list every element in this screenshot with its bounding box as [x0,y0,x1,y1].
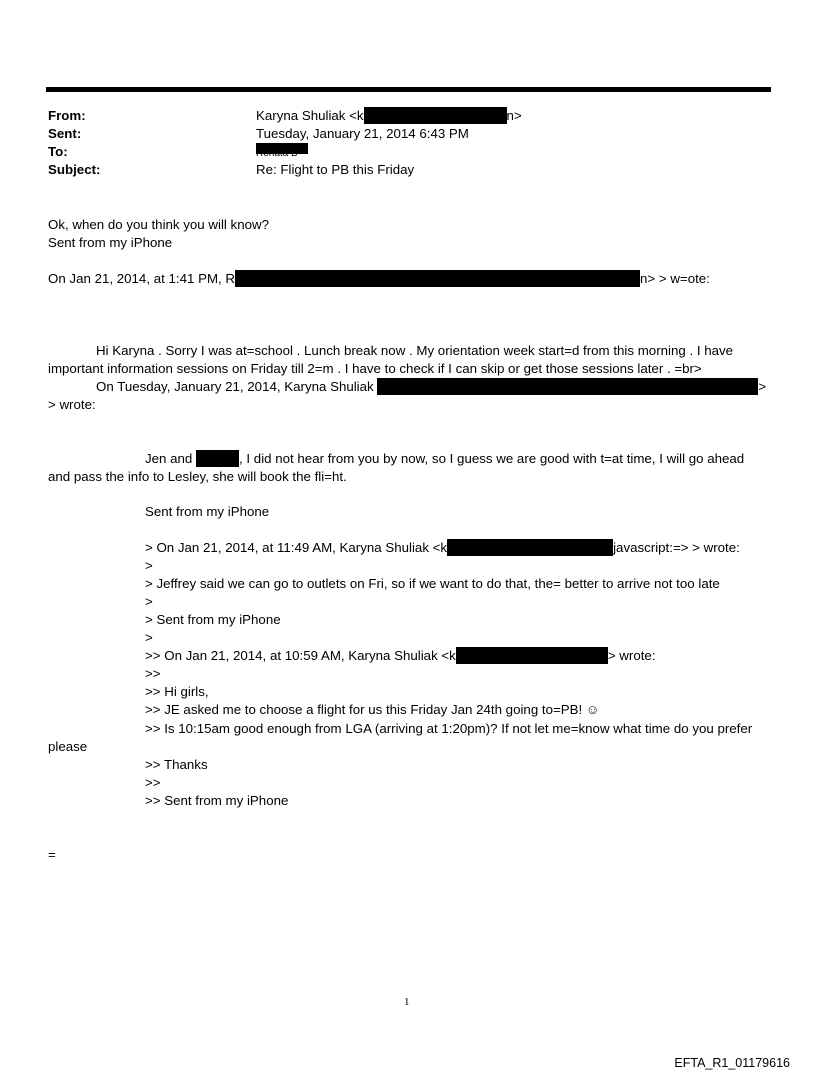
quote-line-14: >> Sent from my iPhone [145,793,289,808]
wrote-line: > wrote: [48,397,96,412]
redaction-block [456,647,608,664]
redaction-block [447,539,613,556]
on-prefix: On Jan 21, 2014, at 1:41 PM, R [48,271,236,286]
quote-line-9: >> Hi girls, [145,684,209,699]
jen-line-1 [145,450,744,468]
quote-line-2: > [145,558,153,573]
quote-line-1 [145,539,740,557]
document-id: EFTA_R1_01179616 [674,1056,790,1070]
subject-value: Re: Flight to PB this Friday [256,162,415,177]
subject-label: Subject: [48,162,101,177]
quote-1-suffix: javascript:=> > wrote: [613,540,740,555]
on-line [48,270,710,288]
quote-line-3: > Jeffrey said we can go to outlets on Fri, so if we want to do that, the= better to arrive not too late [145,576,720,591]
quote-line-7 [145,647,656,665]
quote-line-6: > [145,630,153,645]
sent-value: Tuesday, January 21, 2014 6:43 PM [256,126,469,141]
quote-line-13: >> [145,775,161,790]
tuesday-suffix: > [758,379,767,394]
sent-label: Sent: [48,126,82,141]
tuesday-line [96,378,766,396]
reply-line-2: important information sessions on Friday till 2=m . I have to check if I can skip or get those sessions later . =br> [48,361,702,376]
quote-1-prefix: > On Jan 21, 2014, at 11:49 AM, Karyna Shuliak <k [145,540,448,555]
quote-line-4: > [145,594,153,609]
body-line-2: Sent from my iPhone [48,235,173,250]
jen-suffix: , I did not hear from you by now, so I guess we are good with t=at time, I will go ahead [239,451,745,466]
from-name: Karyna Shuliak <k [256,108,364,123]
header-rule [46,87,771,92]
quote-line-11b: please [48,739,88,754]
quote-line-12: >> Thanks [145,757,208,772]
quote-line-8: >> [145,666,161,681]
jen-line-2: and pass the info to Lesley, she will book the fli=ht. [48,469,347,484]
quote-line-5: > Sent from my iPhone [145,612,281,627]
from-value [256,107,522,125]
equals-sign: = [48,847,56,862]
body-line-1: Ok, when do you think you will know? [48,217,269,232]
redaction-block [196,450,239,467]
quote-line-11: >> Is 10:15am good enough from LGA (arriving at 1:20pm)? If not let me=know what time do you prefer [145,721,753,736]
redaction-block [256,143,308,154]
to-value [256,143,298,163]
quote-line-10: >> JE asked me to choose a flight for us this Friday Jan 24th going to=PB! ☺ [145,702,600,717]
from-end: n> [506,108,522,123]
reply-line-1: Hi Karyna . Sorry I was at=school . Lunch break now . My orientation week start=d from this morning . I have [96,343,734,358]
from-label: From: [48,108,86,123]
sent-from-iphone: Sent from my iPhone [145,504,270,519]
tuesday-prefix: On Tuesday, January 21, 2014, Karyna Shuliak [96,379,378,394]
redaction-block [377,378,758,395]
quote-7-suffix: > wrote: [607,648,656,663]
on-suffix: n> > w=ote: [640,271,710,286]
jen-prefix: Jen and [145,451,197,466]
page-number: 1 [404,996,410,1008]
redaction-block [235,270,640,287]
quote-7-prefix: >> On Jan 21, 2014, at 10:59 AM, Karyna Shuliak <k [145,648,456,663]
redaction-block [364,107,507,124]
to-label: To: [48,144,68,159]
